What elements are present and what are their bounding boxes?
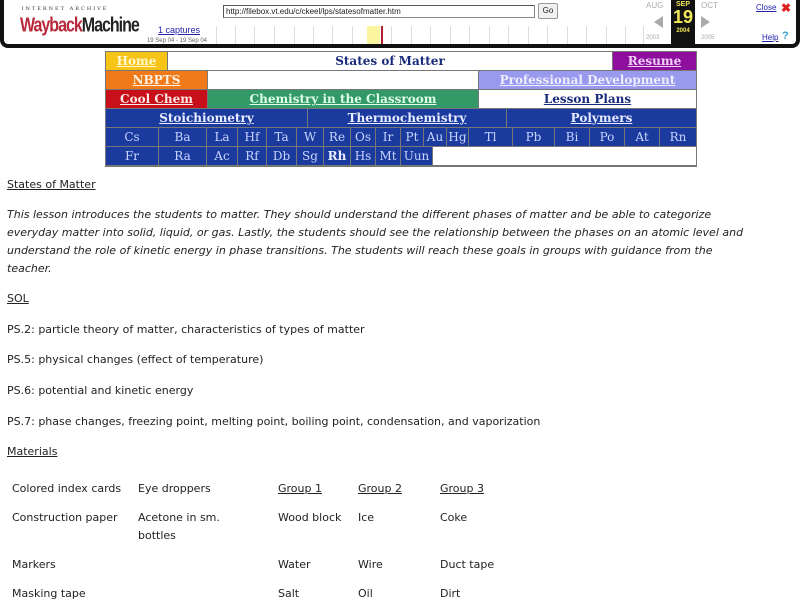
element-cell[interactable]: Fr: [106, 147, 158, 165]
nav-cool-chem[interactable]: Cool Chem: [106, 90, 207, 108]
nav-chemistry-in-classroom[interactable]: Chemistry in the Classroom: [208, 90, 478, 108]
sol-item: PS.6: potential and kinetic energy: [7, 384, 194, 397]
materials-cell: Duct tape: [440, 558, 495, 571]
nav-polymers[interactable]: Polymers: [507, 109, 696, 127]
materials-cell: Acetone in sm.: [138, 511, 220, 524]
element-cell-current[interactable]: Rh: [324, 147, 350, 165]
next-month-label[interactable]: OCT: [701, 1, 718, 10]
timeline-tick: [450, 26, 451, 44]
current-month: SEP: [675, 1, 690, 8]
nav-row-2: [106, 71, 696, 90]
element-cell[interactable]: Rn: [660, 128, 696, 146]
materials-cell: Eye droppers: [138, 482, 211, 495]
intro-line: understand the role of kinetic energy in phase transitions. The students will reach these goals in groups with guidance from the: [7, 244, 713, 257]
page-title: States of Matter: [168, 52, 612, 70]
materials-cell: Masking tape: [12, 587, 86, 600]
timeline-tick: [430, 26, 431, 44]
element-cell[interactable]: Mt: [376, 147, 400, 165]
prev-month-label[interactable]: AUG: [646, 1, 664, 10]
timeline-tick: [332, 26, 333, 44]
timeline-tick: [606, 26, 607, 44]
materials-cell: Water: [278, 558, 311, 571]
question-mark-icon[interactable]: ?: [782, 30, 789, 42]
intro-line: This lesson introduces the students to matter. They should understand the different phases of matter and be able to categorize: [7, 208, 712, 221]
materials-cell: Wire: [358, 558, 383, 571]
next-year-label[interactable]: 2005: [701, 35, 715, 41]
timeline-tick: [274, 26, 275, 44]
element-cell[interactable]: Hg: [448, 130, 467, 144]
group-header: Group 3: [440, 482, 484, 495]
timeline-tick: [294, 26, 295, 44]
nav-stoichiometry[interactable]: Stoichiometry: [106, 109, 307, 127]
captures-link[interactable]: 1 captures: [157, 25, 201, 35]
group-header: Group 1: [278, 482, 322, 495]
materials-cell: Colored index cards: [12, 482, 122, 495]
materials-cell: Wood block: [278, 511, 342, 524]
wayback-logo-caption: INTERNET ARCHIVE: [21, 6, 109, 12]
timeline-tick: [528, 26, 529, 44]
go-button[interactable]: Go: [538, 3, 558, 19]
element-cell[interactable]: Db: [267, 147, 296, 165]
element-cell[interactable]: Sg: [297, 147, 323, 165]
nav-thermochemistry[interactable]: Thermochemistry: [308, 109, 506, 127]
timeline-tick: [254, 26, 255, 44]
timeline-tick: [547, 26, 548, 44]
captures-date-range: 19 Sep 04 - 19 Sep 04: [146, 38, 208, 44]
current-year-highlight: [367, 26, 380, 44]
intro-line: everyday matter into solid, liquid, or gas. Lastly, the students should see the relationship between the phases on an atomic level and: [7, 226, 744, 239]
element-cell[interactable]: Ir: [376, 128, 400, 146]
element-cell[interactable]: Ac: [207, 147, 237, 165]
element-cell[interactable]: W: [297, 128, 323, 146]
element-cell[interactable]: Uun: [401, 147, 432, 165]
nav-blank-cell: [208, 71, 478, 89]
materials-cell: Salt: [278, 587, 300, 600]
timeline-tick: [216, 26, 217, 44]
site-nav-table: [105, 51, 697, 167]
nav-row-1: [106, 52, 696, 71]
element-cell[interactable]: Rf: [238, 147, 266, 165]
timeline-tick: [469, 26, 470, 44]
prev-capture-arrow-icon[interactable]: [654, 16, 663, 28]
lesson-heading: States of Matter: [7, 178, 96, 191]
element-cell[interactable]: Po: [590, 128, 624, 146]
nav-resume[interactable]: Resume: [613, 52, 696, 70]
current-year: 2004: [676, 28, 690, 34]
timeline-tick: [235, 26, 236, 44]
nav-row-3: [106, 90, 696, 109]
element-cell[interactable]: Pt: [401, 128, 423, 146]
month-navigator: [644, 0, 734, 44]
element-cell[interactable]: Ta: [267, 128, 296, 146]
timeline-tick: [508, 26, 509, 44]
close-link[interactable]: Close: [756, 3, 777, 12]
timeline-tick: [391, 26, 392, 44]
sol-item: PS.5: physical changes (effect of temperature): [7, 353, 264, 366]
nav-lesson-plans[interactable]: Lesson Plans: [479, 90, 696, 108]
nav-elements-row-1: [106, 128, 696, 147]
element-cell[interactable]: Cs: [106, 128, 158, 146]
wayback-toolbar: [0, 0, 800, 48]
element-cell[interactable]: Tl: [469, 128, 512, 146]
materials-cell: Coke: [440, 511, 468, 524]
sol-item: PS.7: phase changes, freezing point, melting point, boiling point, condensation, and vaporization: [7, 415, 541, 428]
url-input[interactable]: http://filebox.vt.edu/c/ckeel/lps/statesofmatter.htm: [223, 5, 535, 18]
element-cell[interactable]: Bi: [555, 128, 589, 146]
timeline-tick: [567, 26, 568, 44]
current-capture-date: [671, 0, 695, 44]
intro-line: teacher.: [7, 262, 52, 275]
element-cell[interactable]: Hs: [351, 147, 375, 165]
wayback-logo-machine: Machine: [81, 15, 139, 37]
materials-cell: Ice: [358, 511, 375, 524]
element-cell[interactable]: Hf: [238, 128, 266, 146]
materials-cell: Construction paper: [12, 511, 118, 524]
materials-cell: Oil: [358, 587, 373, 600]
element-cell[interactable]: Pb: [513, 128, 554, 146]
element-cell[interactable]: Ba: [159, 128, 206, 146]
timeline-tick: [313, 26, 314, 44]
timeline-tick: [586, 26, 587, 44]
capture-timeline[interactable]: [214, 24, 644, 44]
close-x-icon[interactable]: ✖: [781, 1, 792, 15]
element-cell[interactable]: Ra: [159, 147, 206, 165]
element-cell[interactable]: La: [207, 128, 237, 146]
group-header: Group 2: [358, 482, 402, 495]
element-cell[interactable]: Os: [351, 128, 375, 146]
materials-cell: bottles: [138, 529, 176, 542]
timeline-tick: [489, 26, 490, 44]
element-cell[interactable]: At: [625, 128, 659, 146]
materials-heading: Materials: [7, 445, 58, 458]
nav-elements-row-2: [106, 147, 696, 166]
element-cell[interactable]: Re: [324, 128, 350, 146]
wayback-logo[interactable]: [20, 6, 139, 40]
element-blank-cell: [433, 147, 696, 165]
nav-nbpts[interactable]: NBPTS: [106, 71, 207, 89]
nav-professional-development[interactable]: Professional Development: [479, 71, 696, 89]
prev-year-label[interactable]: 2003: [646, 35, 660, 41]
next-capture-arrow-icon[interactable]: [701, 16, 710, 28]
timeline-tick: [411, 26, 412, 44]
current-day: 19: [672, 7, 694, 27]
capture-marker[interactable]: [381, 26, 383, 44]
timeline-tick: [625, 26, 626, 44]
help-link[interactable]: Help: [762, 33, 779, 42]
sol-item: PS.2: particle theory of matter, characteristics of types of matter: [7, 323, 365, 336]
element-cell[interactable]: Au: [424, 128, 446, 146]
nav-row-4: [106, 109, 696, 128]
wayback-logo-way: Wayback: [20, 15, 82, 37]
wayback-logo-wordmark: [20, 15, 139, 37]
materials-cell: Dirt: [440, 587, 461, 600]
nav-home[interactable]: Home: [106, 52, 167, 70]
materials-cell: Markers: [12, 558, 56, 571]
lesson-intro: [7, 206, 782, 278]
sol-heading: SOL: [7, 292, 29, 305]
timeline-tick: [352, 26, 353, 44]
